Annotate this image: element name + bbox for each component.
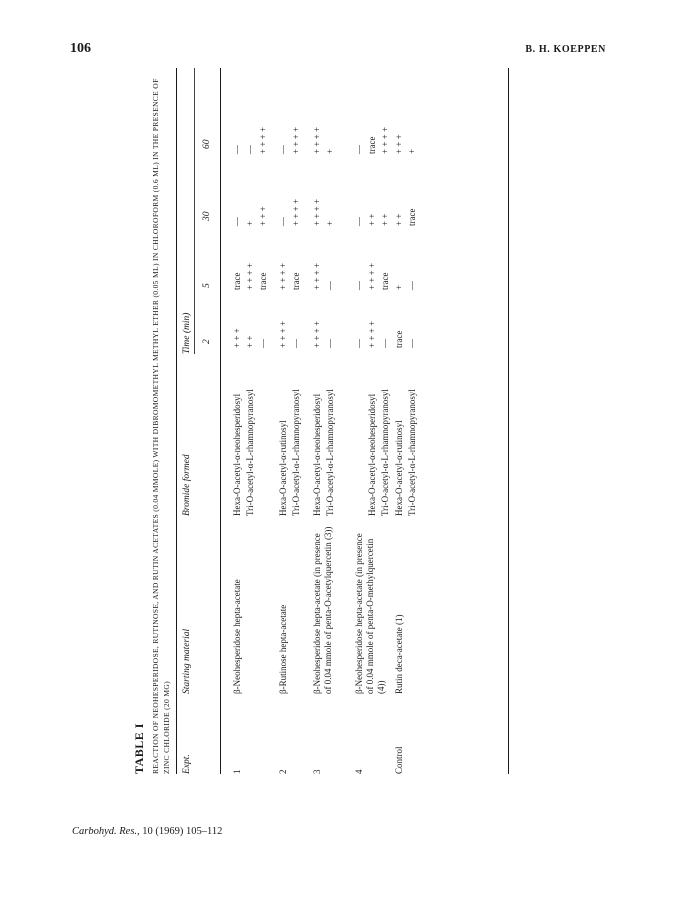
time-value: trace — [291, 272, 301, 290]
time-value: — — [325, 281, 335, 290]
starting-material: β-Rutinose hepta-acetate — [278, 604, 288, 694]
time-value: + + + + — [312, 320, 322, 348]
rotated-table — [132, 68, 512, 774]
bottom-rule — [508, 68, 509, 774]
time-value: — — [278, 217, 288, 226]
expt-number: 3 — [312, 769, 322, 774]
expt-number: 4 — [354, 769, 364, 774]
time-value: + — [407, 148, 417, 154]
journal-reference — [72, 826, 222, 837]
time-value: — — [354, 281, 364, 290]
header-rule — [220, 68, 221, 774]
time-value: + — [325, 148, 335, 154]
journal-name: Carbohyd. Res. — [72, 826, 138, 837]
time-value: — — [354, 339, 364, 348]
time-value: trace — [367, 136, 377, 154]
expt-number: Control — [394, 746, 404, 774]
time-value: + + + + — [312, 126, 322, 154]
bromide-formed: Tri-O-acetyl-α-L-rhamnopyranosyl — [380, 389, 390, 516]
header-time-2: 2 — [202, 339, 212, 344]
starting-material: β-Neohesperidose hepta-acetate (in presence of 0.04 mmole of penta-O-methylquercetin (4)) — [354, 533, 386, 694]
header-time-5: 5 — [202, 283, 212, 288]
time-value: trace — [258, 272, 268, 290]
time-value: — — [407, 281, 417, 290]
header-time: Time (min) — [182, 312, 192, 354]
time-value: + + + + — [312, 262, 322, 290]
journal-citation: , 10 (1969) 105–112 — [137, 826, 223, 837]
time-value: + + + + — [312, 198, 322, 226]
bromide-formed: Tri-O-acetyl-α-L-rhamnopyranosyl — [291, 389, 301, 516]
time-value: + + — [394, 213, 404, 226]
time-value: + + + — [232, 328, 242, 348]
table-label: TABLE I — [132, 723, 146, 774]
time-value: — — [245, 145, 255, 154]
bromide-formed: Hexa-O-acetyl-α-neohesperidosyl — [312, 393, 322, 516]
time-value: + — [394, 284, 404, 290]
time-value: + + + + — [258, 126, 268, 154]
time-value: + + + + — [291, 126, 301, 154]
time-value: — — [258, 339, 268, 348]
bromide-formed: Tri-O-acetyl-α-L-rhamnopyranosyl — [245, 389, 255, 516]
starting-material: β-Neohesperidose hepta-acetate — [232, 579, 242, 694]
time-subrule — [194, 68, 195, 354]
time-value: + + — [245, 335, 255, 348]
time-value: — — [354, 217, 364, 226]
time-value: — — [325, 339, 335, 348]
time-value: + — [325, 220, 335, 226]
time-value: — — [407, 339, 417, 348]
time-value: + + + — [258, 206, 268, 226]
time-value: trace — [394, 330, 404, 348]
time-value: + + + + — [278, 320, 288, 348]
time-value: + + — [367, 213, 377, 226]
time-value: + — [245, 220, 255, 226]
running-head-author: B. H. KOEPPEN — [525, 44, 606, 55]
time-value: + + + + — [367, 262, 377, 290]
time-value: trace — [232, 272, 242, 290]
time-value: + + + + — [380, 126, 390, 154]
time-value: + + + + — [291, 198, 301, 226]
time-value: — — [232, 145, 242, 154]
expt-number: 2 — [278, 769, 288, 774]
time-value: trace — [380, 272, 390, 290]
header-time-30: 30 — [202, 211, 212, 221]
time-value: — — [278, 145, 288, 154]
bromide-formed: Hexa-O-acetyl-α-rutinosyl — [278, 420, 288, 516]
time-value: + + — [380, 213, 390, 226]
bromide-formed: Hexa-O-acetyl-α-neohesperidosyl — [232, 393, 242, 516]
bromide-formed: Tri-O-acetyl-α-L-rhamnopyranosyl — [407, 389, 417, 516]
expt-number: 1 — [232, 769, 242, 774]
time-value: — — [291, 339, 301, 348]
time-value: — — [354, 145, 364, 154]
bromide-formed: Hexa-O-acetyl-α-neohesperidosyl — [367, 393, 377, 516]
time-value: — — [232, 217, 242, 226]
header-expt: Expt. — [182, 754, 192, 774]
header-bromide-formed: Bromide formed — [182, 454, 192, 516]
table-caption: REACTION OF NEOHESPERIDOSE, RUTINOSE, AND RUTIN ACETATES (0.04 MMOLE) WITH DIBROMOMETHYL METHYL ETHER (0.05 ML) IN CHLOROFORM (0.6 ML) IN THE PRESENCE OF ZINC CHLORIDE (20 MG) — [151, 78, 171, 774]
time-value: + + + + — [278, 262, 288, 290]
header-time-60: 60 — [202, 139, 212, 149]
page-number: 106 — [70, 41, 91, 56]
starting-material: β-Neohesperidose hepta-acetate (in presence of 0.04 mmole of penta-O-acetylquercetin (3)) — [312, 526, 333, 694]
top-rule — [176, 68, 177, 774]
bromide-formed: Tri-O-acetyl-α-L-rhamnopyranosyl — [325, 389, 335, 516]
time-value: + + + + — [367, 320, 377, 348]
time-value: trace — [407, 208, 417, 226]
time-value: + + + — [394, 134, 404, 154]
time-value: — — [380, 339, 390, 348]
header-starting-material: Starting material — [182, 628, 192, 694]
starting-material: Rutin deca-acetate (1) — [394, 614, 404, 694]
bromide-formed: Hexa-O-acetyl-α-rutinosyl — [394, 420, 404, 516]
time-value: + + + + — [245, 262, 255, 290]
